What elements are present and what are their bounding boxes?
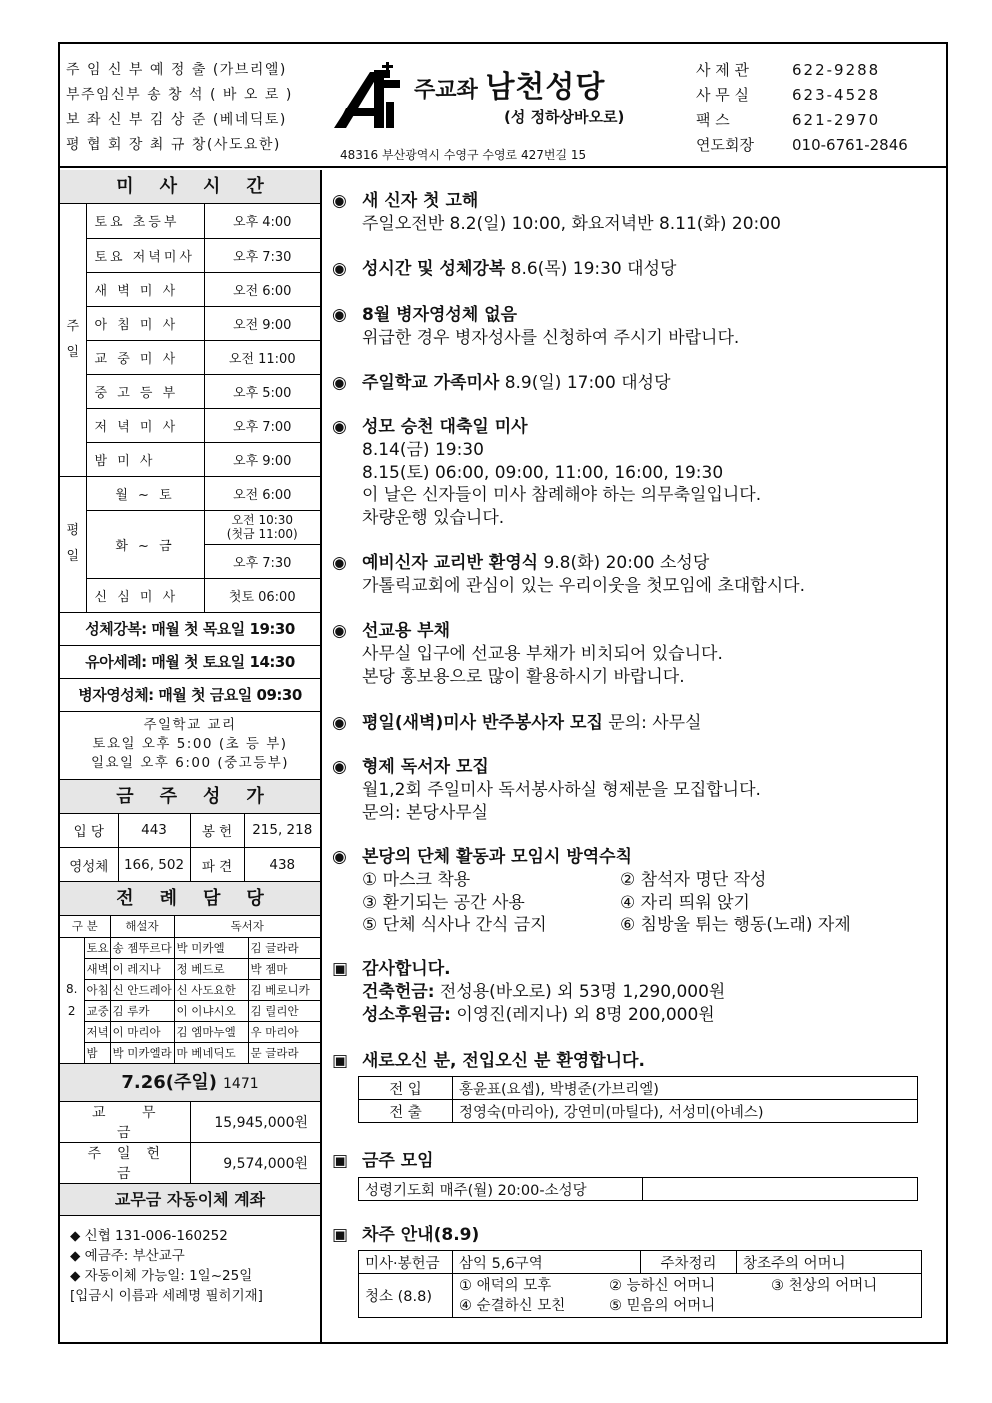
notice-line: 월1,2회 주일미사 독서봉사하실 형제분을 모집합니다.: [362, 780, 761, 800]
roster-reader: 마 베네딕도: [174, 1042, 248, 1063]
liturgy-roster-table: [60, 916, 320, 1064]
roster-slot: 저녁: [84, 1021, 110, 1042]
sunday-school-line: 토요일 오후 5:00 (초 등 부): [92, 735, 288, 752]
meeting-table: [358, 1177, 918, 1201]
table-row: [60, 476, 320, 510]
next-week-label: 청소 (8.8): [359, 1274, 453, 1318]
bullet-icon: ◉: [332, 373, 347, 393]
notice-line: 주일오전반 8.2(일) 10:00, 화요저녁반 8.11(화) 20:00: [362, 214, 781, 234]
roster-date: 8. 2: [60, 937, 84, 1063]
section-title: 감사합니다.: [362, 959, 451, 979]
contact-row: [696, 133, 908, 158]
weekday-group-label: 평 일: [60, 476, 86, 612]
table-row: [60, 442, 320, 476]
rule-item: ② 참석자 명단 작성: [620, 870, 767, 890]
table-row: [60, 1042, 320, 1063]
left-column: [60, 170, 322, 1342]
mass-time: 오전 6:00: [204, 272, 320, 306]
bulletin-sheet: [58, 42, 948, 1344]
table-row: [60, 979, 320, 1000]
offering-amount: 15,945,000원: [190, 1102, 320, 1143]
mass-name: 화 ~ 금: [86, 510, 204, 578]
monthly-schedule-item: 병자영성체: 매월 첫 금요일 09:30: [60, 679, 320, 712]
next-week-value: 삼익 5,6구역: [453, 1251, 641, 1274]
liturgy-heading: 전례담당: [60, 882, 320, 916]
roster-slot: 새벽: [84, 958, 110, 979]
contact-label: 사 제 관: [696, 61, 750, 79]
notice-line: 가톨릭교회에 관심이 있는 우리이웃을 첫모임에 초대합시다.: [362, 576, 805, 596]
notice-line: 8.15(토) 06:00, 09:00, 11:00, 16:00, 19:30: [362, 462, 724, 483]
auto-transfer-line: ◆ 신협 131-006-160252: [70, 1227, 228, 1244]
roster-reader: 김 베로니카: [248, 979, 320, 1000]
notice-item: [332, 756, 944, 824]
table-row: [60, 937, 320, 958]
hymn-label: 영성체: [60, 848, 118, 882]
table-row: [60, 814, 320, 848]
meeting-section: [332, 1150, 944, 1201]
hymns-table: [60, 814, 320, 883]
hymns-heading: 금주성가: [60, 780, 320, 814]
offering-label: 교 무 금: [60, 1102, 190, 1143]
mass-times-table: [60, 204, 320, 613]
mass-name: 저 녁 미 사: [86, 408, 204, 442]
weekly-stats-heading: [60, 1064, 320, 1102]
table-row: [359, 1100, 918, 1123]
contact-label: 연도회장: [696, 136, 754, 154]
mass-name: 새 벽 미 사: [86, 272, 204, 306]
notice-line: 본당 홍보용으로 많이 활용하시기 바랍니다.: [362, 666, 685, 687]
rule-item: ⑥ 침방울 튀는 행동(노래) 자제: [620, 915, 851, 935]
next-week-label: 미사·봉헌금: [359, 1251, 453, 1274]
parish-title-prefix: 주교좌: [414, 78, 478, 103]
contact-label: 팩 스: [696, 111, 730, 129]
parish-address: 48316 부산광역시 수영구 수영로 427번길 15: [340, 148, 587, 162]
contact-row: [696, 83, 908, 108]
mass-times-heading: 미사시간: [60, 170, 320, 204]
offering-amount: 9,574,000원: [190, 1142, 320, 1183]
next-week-value: 창조주의 어머니: [737, 1251, 922, 1274]
mass-time: 오후 5:00: [204, 374, 320, 408]
notice-item: [332, 304, 944, 350]
auto-transfer-line: [입금시 이름과 세례명 필히기재]: [70, 1287, 263, 1304]
notice-line: 사무실 입구에 선교용 부채가 비치되어 있습니다.: [362, 644, 723, 664]
attendance-count: 1471: [223, 1075, 259, 1092]
mass-name: 토요 저녁미사: [86, 238, 204, 272]
mass-time: 오전 10:30 (첫금 11:00): [204, 510, 320, 544]
mass-name: 교 중 미 사: [86, 340, 204, 374]
rule-item: ① 마스크 착용: [362, 870, 471, 890]
roster-reader: 정 베드로: [174, 958, 248, 979]
welcome-label: 전 입: [359, 1077, 453, 1100]
roster-slot: 밤: [84, 1042, 110, 1063]
parish-name: [414, 62, 605, 106]
mass-name: 밤 미 사: [86, 442, 204, 476]
roster-reader: 박 젬마: [248, 958, 320, 979]
contact-row: [696, 58, 908, 83]
auto-transfer-heading: 교무금 자동이체 계좌: [60, 1184, 320, 1216]
covid-rules: [332, 846, 944, 937]
next-week-section: [332, 1224, 944, 1318]
contact-label: 사 무 실: [696, 86, 750, 104]
notice-detail: 8.6(목) 19:30 대성당: [505, 259, 677, 279]
notice-title: 새 신자 첫 고해: [362, 191, 479, 211]
roster-reader: 이 이냐시오: [174, 1000, 248, 1021]
column-header: 해설자: [110, 916, 174, 937]
roster-commentator: 김 루카: [110, 1000, 174, 1021]
bulletin-header: [60, 44, 946, 168]
thanks-section: [332, 958, 944, 1026]
notice-title: 성모 승천 대축일 미사: [362, 417, 528, 437]
table-row: [60, 340, 320, 374]
table-row: [60, 848, 320, 882]
column-header: 구 분: [60, 916, 110, 937]
notice-line: 이 날은 신자들이 미사 참례해야 하는 의무축일입니다.: [362, 485, 762, 505]
table-row: [60, 958, 320, 979]
mass-time: 오후 9:00: [204, 442, 320, 476]
offering-table: [60, 1102, 320, 1184]
mass-name: 월 ~ 토: [86, 476, 204, 510]
notice-title: 8월 병자영성체 없음: [362, 305, 518, 325]
mass-name: 토요 초등부: [86, 204, 204, 238]
roster-reader: 신 사도요한: [174, 979, 248, 1000]
notice-detail: 9.8(화) 20:00 소성당: [538, 553, 710, 573]
table-row: [60, 1102, 320, 1143]
section-title: 새로오신 분, 전입오신 분 환영합니다.: [362, 1051, 645, 1071]
bullet-icon: ◉: [332, 757, 347, 777]
notice-detail: 8.9(일) 17:00 대성당: [499, 373, 671, 393]
table-row: [60, 1000, 320, 1021]
auto-transfer-info: [60, 1216, 320, 1306]
table-row: [359, 1178, 918, 1201]
bullet-icon: ◉: [332, 259, 347, 279]
welcome-table: [358, 1076, 918, 1123]
roster-slot: 교중: [84, 1000, 110, 1021]
monthly-schedule-item: 성체강복: 매월 첫 목요일 19:30: [60, 613, 320, 646]
bullet-icon: ◉: [332, 847, 347, 867]
roster-reader: 박 미카엘: [174, 937, 248, 958]
bullet-icon: ◉: [332, 191, 347, 211]
notice-item: [332, 620, 944, 688]
notice-title: 성시간 및 성체강복: [362, 259, 506, 279]
roster-reader: 김 릴리안: [248, 1000, 320, 1021]
contact-value: 622-9288: [792, 61, 881, 79]
notice-item: [332, 416, 944, 529]
table-row: [60, 204, 320, 238]
notice-line: 위급한 경우 병자성사를 신청하여 주시기 바랍니다.: [362, 328, 740, 348]
roster-reader: 문 글라라: [248, 1042, 320, 1063]
rule-row: [362, 914, 944, 937]
rule-row: [362, 869, 944, 892]
rule-item: ⑤ 단체 식사나 간식 금지: [362, 915, 547, 935]
mass-time: 오후 4:00: [204, 204, 320, 238]
notice-title: 형제 독서자 모집: [362, 757, 489, 777]
mass-time: 첫토 06:00: [204, 578, 320, 612]
section-marker-icon: ▣: [332, 1225, 349, 1245]
mass-time: 오전 11:00: [204, 340, 320, 374]
bullet-icon: ◉: [332, 553, 347, 573]
notice-item: [332, 190, 944, 236]
section-title: 차주 안내(8.9): [362, 1225, 480, 1245]
clergy-item: 평 협 회 장 최 규 창(사도요한): [66, 137, 281, 153]
table-row: [60, 916, 320, 937]
notice-title: 선교용 부채: [362, 621, 451, 641]
bullet-icon: ◉: [332, 417, 347, 437]
contact-value: 621-2970: [792, 111, 881, 129]
roster-commentator: 이 마리아: [110, 1021, 174, 1042]
notice-title: 본당의 단체 활동과 모임시 방역수칙: [362, 847, 633, 867]
bullet-icon: ◉: [332, 621, 347, 641]
meeting-info: 성령기도회 매주(월) 20:00-소성당: [359, 1178, 643, 1201]
welcome-names: 홍윤표(요셉), 박병준(가브리엘): [453, 1077, 918, 1100]
mass-time: 오후 7:30: [204, 544, 320, 578]
notice-item: [332, 712, 944, 735]
contact-value: 010-6761-2846: [792, 136, 908, 154]
roster-slot: 아침: [84, 979, 110, 1000]
clergy-list: [66, 58, 293, 158]
notice-detail: 문의: 사무실: [602, 713, 702, 733]
sunday-school-line: 일요일 오후 6:00 (중고등부): [90, 754, 290, 771]
notice-title: 평일(새벽)미사 반주봉사자 모집: [362, 713, 603, 733]
parish-logo-icon: [332, 62, 412, 134]
mass-time: 오전 9:00: [204, 306, 320, 340]
mass-time: 오전 6:00: [204, 476, 320, 510]
roster-commentator: 박 미카엘라: [110, 1042, 174, 1063]
contact-list: [696, 58, 908, 158]
mass-time: 오후 7:30: [204, 238, 320, 272]
stats-date: 7.26(주일): [121, 1071, 217, 1093]
hymn-number: 443: [118, 814, 190, 848]
clergy-item: 보 좌 신 부 김 상 준 (베네딕토): [66, 112, 287, 128]
empty-cell: [643, 1178, 918, 1201]
next-week-label: 주차정리: [641, 1251, 737, 1274]
section-title: 금주 모임: [362, 1151, 434, 1171]
rule-item: ④ 자리 띄워 앉기: [620, 892, 750, 913]
hymn-number: 166, 502: [118, 848, 190, 882]
table-row: [60, 510, 320, 544]
donation-line: 성소후원금: 이영진(레지나) 외 8명 200,000원: [362, 1004, 715, 1025]
parish-patron: (성 정하상바오로): [504, 108, 625, 126]
column-header: 독서자: [174, 916, 320, 937]
parish-title-main: 남천성당: [485, 70, 606, 105]
roster-commentator: 송 젬뚜르다: [110, 937, 174, 958]
table-row: [60, 578, 320, 612]
mass-time: 오후 7:00: [204, 408, 320, 442]
roster-commentator: 신 안드레아: [110, 979, 174, 1000]
table-row: [359, 1077, 918, 1100]
rule-item: ③ 환기되는 공간 사용: [362, 892, 525, 913]
welcome-names: 정영숙(마리아), 강연미(마틸다), 서성미(아녜스): [453, 1100, 918, 1123]
notices-column: [332, 170, 944, 1342]
auto-transfer-line: ◆ 자동이체 가능일: 1일~25일: [70, 1267, 253, 1284]
notice-line: 차량운행 있습니다.: [362, 507, 505, 528]
table-row: [60, 306, 320, 340]
clergy-item: 부주임신부 송 창 석 ( 바 오 로 ): [66, 87, 293, 103]
welcome-section: [332, 1050, 944, 1123]
section-marker-icon: ▣: [332, 1151, 349, 1171]
section-marker-icon: ▣: [332, 959, 349, 979]
notice-title: 주일학교 가족미사: [362, 373, 500, 393]
notice-line: 문의: 본당사무실: [362, 802, 489, 823]
welcome-label: 전 출: [359, 1100, 453, 1123]
notice-item: [332, 552, 944, 598]
monthly-schedule-item: 유아세례: 매월 첫 토요일 14:30: [60, 646, 320, 679]
hymn-label: 봉 헌: [190, 814, 244, 848]
table-row: [60, 374, 320, 408]
roster-reader: 김 엠마누엘: [174, 1021, 248, 1042]
sunday-school-title: 주일학교 교리: [143, 716, 237, 733]
cleaning-groups: ① 애덕의 모후 ② 능하신 어머니 ③ 천상의 어머니 ④ 순결하신 모친 ⑤ 믿음의 어머니: [453, 1274, 922, 1318]
section-marker-icon: ▣: [332, 1051, 349, 1071]
bullet-icon: ◉: [332, 305, 347, 325]
rule-row: [362, 892, 944, 915]
hymn-label: 입 당: [60, 814, 118, 848]
notice-line: 8.14(금) 19:30: [362, 440, 484, 460]
contact-value: 623-4528: [792, 86, 881, 104]
roster-slot: 토요: [84, 937, 110, 958]
mass-name: 아 침 미 사: [86, 306, 204, 340]
table-row: [359, 1251, 922, 1274]
table-row: [60, 272, 320, 306]
table-row: [60, 408, 320, 442]
notice-title: 예비신자 교리반 환영식: [362, 553, 539, 573]
sunday-school-info: [60, 712, 320, 780]
clergy-item: 주 임 신 부 예 정 출 (가브리엘): [66, 62, 287, 78]
donation-line: 건축헌금: 전성용(바오로) 외 53명 1,290,000원: [362, 982, 726, 1002]
contact-row: [696, 108, 908, 133]
next-week-table: [358, 1250, 922, 1318]
roster-reader: 우 마리아: [248, 1021, 320, 1042]
sunday-group-label: 주 일: [60, 204, 86, 476]
offering-label: 주일헌금: [60, 1142, 190, 1183]
notice-item: [332, 258, 944, 281]
table-row: [60, 1021, 320, 1042]
auto-transfer-line: ◆ 예금주: 부산교구: [70, 1247, 185, 1264]
mass-name: 신 심 미 사: [86, 578, 204, 612]
hymn-number: 438: [244, 848, 320, 882]
roster-commentator: 이 레지나: [110, 958, 174, 979]
hymn-label: 파 견: [190, 848, 244, 882]
roster-reader: 김 글라라: [248, 937, 320, 958]
hymn-number: 215, 218: [244, 814, 320, 848]
bullet-icon: ◉: [332, 713, 347, 733]
table-row: [60, 1142, 320, 1183]
table-row: [359, 1274, 922, 1318]
table-row: [60, 238, 320, 272]
mass-name: 중 고 등 부: [86, 374, 204, 408]
notice-item: [332, 372, 944, 395]
